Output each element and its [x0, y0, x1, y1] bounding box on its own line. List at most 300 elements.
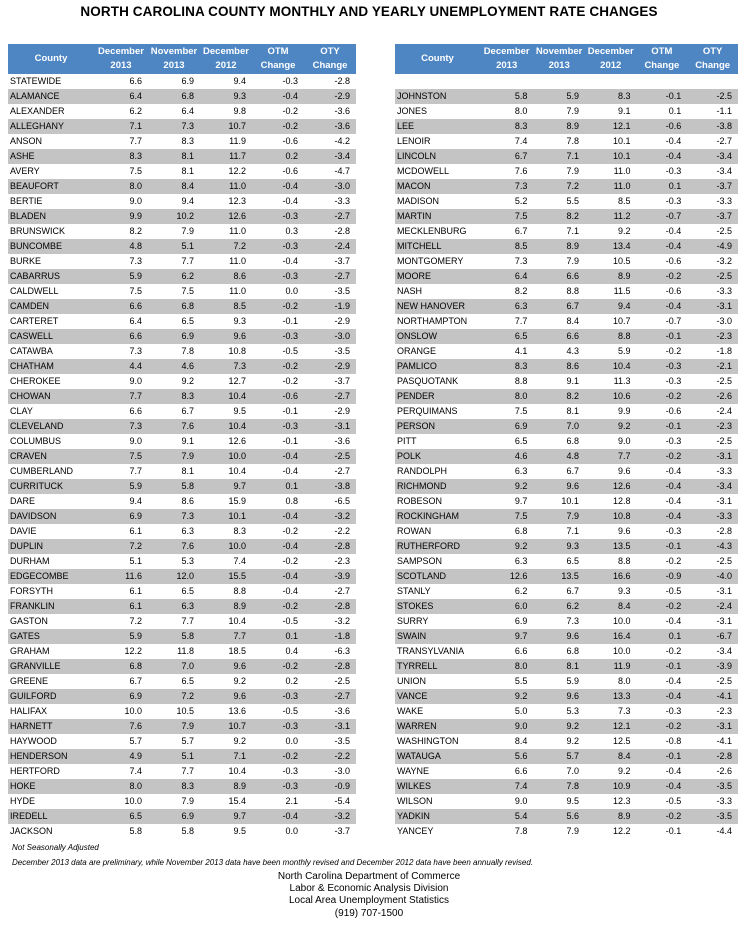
oty-change-cell: -3.1: [716, 496, 732, 506]
county-name-cell: NEW HANOVER: [395, 299, 480, 314]
dec2013-cell: 9.0: [129, 436, 142, 446]
county-name-cell: JOHNSTON: [395, 89, 480, 104]
nov2013-cell: 8.4: [566, 316, 579, 326]
dec2012-cell: 7.4: [233, 556, 246, 566]
dec2012-cell: 8.3: [233, 526, 246, 536]
nov2013-cell: 5.9: [566, 676, 579, 686]
table-row: [8, 614, 356, 629]
nov2013-cell: 9.2: [181, 376, 194, 386]
table-row: [395, 794, 738, 809]
nov2013-cell: 7.0: [566, 766, 579, 776]
otm-change-cell: -0.2: [282, 526, 298, 536]
table-row: [8, 239, 356, 254]
county-name-cell: RANDOLPH: [397, 466, 448, 476]
county-name-cell: YADKIN: [395, 809, 480, 824]
nov2013-cell: 6.4: [181, 106, 194, 116]
table-row: [395, 119, 738, 134]
credit-line: Labor & Economic Analysis Division: [289, 883, 449, 895]
table-row: [8, 224, 356, 239]
nov2013-cell: 7.0: [533, 419, 585, 434]
dec2013-cell: 5.0: [514, 706, 528, 716]
oty-change-cell: -2.9: [304, 89, 356, 104]
oty-header: OTY Change: [304, 44, 356, 74]
oty-change-cell: -2.8: [304, 599, 356, 614]
dec2013-cell: 7.6: [514, 166, 528, 176]
dec2012-cell: 16.6: [585, 569, 637, 584]
dec2013-header: December 2013: [480, 44, 533, 74]
otm-header: OTM Change: [252, 44, 304, 74]
county-name-cell: WARREN: [395, 719, 480, 734]
table-row: [8, 194, 356, 209]
county-name-cell: MOORE: [395, 269, 480, 284]
county-name-cell: ANSON: [10, 136, 43, 146]
dec2013-cell: 7.3: [129, 346, 142, 356]
nov2013-cell: 7.9: [566, 826, 579, 836]
table-row: [395, 629, 738, 644]
otm-change-cell: 0.1: [637, 179, 688, 194]
dec2013-cell: 5.8: [480, 89, 533, 104]
dec2012-cell: 10.8: [585, 509, 637, 524]
dec2013-cell: 7.7: [514, 316, 528, 326]
dec2012-cell: 12.3: [228, 196, 246, 206]
dec2012-cell: 13.6: [228, 706, 246, 716]
dec2013-cell: 8.3: [480, 359, 533, 374]
dec2012-cell: 11.0: [200, 179, 252, 194]
dec2013-cell: 6.2: [514, 586, 528, 596]
dec2013-cell: 6.1: [129, 586, 142, 596]
table-row: [395, 809, 738, 824]
dec2013-cell: 5.2: [514, 196, 528, 206]
nov2013-cell: 8.1: [181, 466, 194, 476]
nov2013-cell: 6.2: [148, 269, 200, 284]
dec2013-cell: 7.4: [480, 779, 533, 794]
county-name-cell: EDGECOMBE: [8, 569, 94, 584]
nov2013-cell: 6.9: [148, 329, 200, 344]
dec2013-cell: 6.6: [129, 76, 142, 86]
dec2013-cell: 7.5: [480, 209, 533, 224]
dec2012-cell: 12.7: [228, 376, 246, 386]
dec2012-cell: 18.5: [228, 646, 246, 656]
dec2012-cell: 9.2: [617, 766, 631, 776]
nov2013-cell: 7.6: [148, 539, 200, 554]
otm-change-cell: -0.4: [282, 466, 298, 476]
dec2012-cell: 5.9: [617, 346, 631, 356]
otm-change-cell: -0.3: [252, 419, 304, 434]
dec2013-cell: 8.4: [514, 736, 528, 746]
dec2013-cell: 9.4: [129, 496, 142, 506]
otm-change-cell: -0.2: [637, 809, 688, 824]
oty-change-cell: -3.4: [716, 646, 732, 656]
nov2013-cell: 4.3: [566, 346, 579, 356]
oty-change-cell: -2.5: [716, 436, 732, 446]
oty-change-cell: -3.5: [334, 286, 350, 296]
county-name-cell: WASHINGTON: [397, 736, 459, 746]
county-name-cell: POLK: [395, 449, 480, 464]
oty-change-cell: -3.1: [304, 419, 356, 434]
county-name-cell: BEAUFORT: [8, 179, 94, 194]
nov2013-cell: 7.7: [181, 616, 194, 626]
nov2013-cell: 6.7: [566, 586, 579, 596]
otm-change-cell: -0.4: [252, 179, 304, 194]
oty-change-cell: -3.8: [304, 479, 356, 494]
nov2013-cell: 8.3: [148, 389, 200, 404]
table-row: [395, 284, 738, 299]
table-row: [395, 389, 738, 404]
county-name-cell: DUPLIN: [8, 539, 94, 554]
nov2013-cell: 5.9: [533, 89, 585, 104]
dec2013-cell: 7.7: [129, 136, 142, 146]
dec2012-cell: 7.7: [200, 629, 252, 644]
nov2013-cell: 6.8: [566, 436, 579, 446]
dec2012-cell: 12.5: [612, 736, 631, 746]
county-name-cell: HENDERSON: [8, 749, 94, 764]
table-row: [395, 614, 738, 629]
otm-change-cell: 0.3: [285, 226, 298, 236]
table-row: [8, 794, 356, 809]
otm-change-cell: -0.2: [252, 749, 304, 764]
dec2013-cell: 5.5: [514, 676, 528, 686]
otm-change-cell: -0.2: [282, 376, 298, 386]
otm-change-cell: -0.4: [252, 449, 304, 464]
oty-change-cell: -2.7: [304, 269, 356, 284]
dec2013-cell: 8.0: [514, 106, 528, 116]
nov2013-cell: 9.1: [566, 376, 579, 386]
county-name-cell: CHEROKEE: [10, 376, 61, 386]
dec2013-cell: 6.5: [514, 436, 528, 446]
nov2013-header: November 2013: [148, 44, 200, 74]
dec2012-cell: 11.0: [613, 166, 631, 176]
dec2012-cell: 10.4: [200, 389, 252, 404]
dec2013-cell: 7.4: [129, 766, 142, 776]
footnote-seasonal: Not Seasonally Adjusted: [12, 843, 99, 852]
dec2012-cell: 9.4: [233, 76, 246, 86]
county-header: County: [8, 44, 94, 74]
oty-change-cell: -3.2: [716, 256, 732, 266]
dec2013-cell: 6.6: [514, 766, 528, 776]
dec2013-cell: 6.5: [94, 809, 148, 824]
oty-change-cell: -3.7: [334, 826, 350, 836]
dec2013-header: December 2013: [94, 44, 148, 74]
county-name-cell: PERSON: [395, 419, 480, 434]
credit-line: (919) 707-1500: [334, 907, 404, 919]
dec2013-cell: 6.7: [514, 226, 528, 236]
table-row: [395, 704, 738, 719]
oty-change-cell: -3.5: [334, 346, 350, 356]
table-row: [8, 524, 356, 539]
table-header-row: [395, 44, 738, 74]
oty-change-cell: -2.3: [334, 556, 350, 566]
dec2012-cell: 11.9: [229, 136, 246, 146]
table-row: [8, 299, 356, 314]
blank-row: [395, 74, 738, 89]
dec2013-cell: 7.5: [129, 286, 142, 296]
dec2012-cell: 10.4: [585, 359, 637, 374]
nov2013-cell: 5.8: [148, 479, 200, 494]
oty-change-cell: -2.5: [716, 676, 732, 686]
table-row: [395, 149, 738, 164]
dec2012-cell: 9.6: [200, 329, 252, 344]
county-name-cell: WILSON: [397, 796, 433, 806]
table-row: [395, 749, 738, 764]
county-name-cell: MCDOWELL: [397, 166, 450, 176]
table-row: [395, 224, 738, 239]
dec2012-cell: 9.2: [233, 736, 246, 746]
dec2013-cell: 6.6: [94, 299, 148, 314]
otm-change-cell: -0.6: [637, 119, 688, 134]
oty-change-cell: -2.5: [716, 226, 732, 236]
table-row: [395, 299, 738, 314]
oty-change-cell: -3.2: [304, 809, 356, 824]
otm-change-cell: -0.2: [637, 599, 688, 614]
dec2012-cell: 7.2: [200, 239, 252, 254]
table-row: [395, 419, 738, 434]
county-name-cell: CATAWBA: [10, 346, 53, 356]
dec2012-cell: 8.9: [585, 269, 637, 284]
nov2013-cell: 7.3: [566, 616, 579, 626]
nov2013-cell: 6.9: [148, 809, 200, 824]
oty-change-cell: -2.3: [716, 706, 732, 716]
dec2013-cell: 7.3: [514, 256, 528, 266]
dec2012-cell: 9.9: [617, 406, 631, 416]
dec2012-cell: 8.5: [617, 196, 631, 206]
dec2012-cell: 15.5: [200, 569, 252, 584]
oty-change-cell: -2.3: [687, 419, 738, 434]
table-row: [395, 434, 738, 449]
table-row: [395, 89, 738, 104]
table-row: [395, 524, 738, 539]
dec2013-cell: 8.3: [480, 119, 533, 134]
table-row: [395, 539, 738, 554]
otm-change-cell: -0.2: [282, 106, 298, 116]
oty-change-cell: -3.4: [716, 166, 732, 176]
oty-change-cell: -3.7: [687, 209, 738, 224]
table-row: [8, 149, 356, 164]
dec2013-cell: 6.9: [94, 689, 148, 704]
oty-change-cell: -3.7: [334, 256, 350, 266]
otm-change-cell: -0.2: [252, 599, 304, 614]
county-name-cell: MADISON: [397, 196, 440, 206]
oty-change-cell: -2.7: [304, 389, 356, 404]
oty-change-cell: -3.9: [687, 659, 738, 674]
county-name-cell: LEE: [395, 119, 480, 134]
dec2013-cell: 8.2: [514, 286, 528, 296]
dec2012-cell: 8.4: [585, 599, 637, 614]
oty-change-cell: -2.9: [304, 359, 356, 374]
nov2013-cell: 12.0: [148, 569, 200, 584]
otm-change-cell: -0.3: [252, 779, 304, 794]
oty-change-cell: -2.2: [334, 526, 350, 536]
table-row: [8, 104, 356, 119]
otm-change-cell: -0.2: [252, 359, 304, 374]
table-row: [8, 644, 356, 659]
table-row: [8, 389, 356, 404]
table-row: [395, 374, 738, 389]
dec2012-cell: 11.0: [229, 286, 246, 296]
oty-change-cell: -3.4: [687, 149, 738, 164]
oty-change-cell: -2.4: [716, 406, 732, 416]
nov2013-cell: 10.1: [561, 496, 579, 506]
nov2013-cell: 7.7: [181, 256, 194, 266]
nov2013-cell: 7.9: [533, 509, 585, 524]
otm-change-cell: -0.6: [282, 166, 298, 176]
table-row: [8, 419, 356, 434]
dec2012-cell: 9.6: [200, 659, 252, 674]
oty-change-cell: -4.4: [716, 826, 732, 836]
oty-change-cell: -2.6: [687, 389, 738, 404]
dec2013-cell: 4.9: [94, 749, 148, 764]
dec2013-cell: 6.1: [94, 599, 148, 614]
dec2013-cell: 6.3: [514, 556, 528, 566]
oty-change-cell: -2.4: [304, 239, 356, 254]
table-row: [395, 584, 738, 599]
county-name-cell: CURRITUCK: [8, 479, 94, 494]
dec2012-cell: 15.4: [228, 796, 246, 806]
table-row: [8, 689, 356, 704]
dec2013-cell: 7.1: [94, 119, 148, 134]
oty-change-cell: -2.5: [716, 556, 732, 566]
nov2013-cell: 7.3: [148, 119, 200, 134]
county-name-cell: CUMBERLAND: [10, 466, 74, 476]
nov2013-cell: 7.2: [148, 689, 200, 704]
otm-change-cell: -0.3: [665, 196, 682, 206]
table-row: [8, 449, 356, 464]
county-name-cell: CLAY: [10, 406, 33, 416]
county-name-cell: DAVIE: [10, 526, 37, 536]
county-name-cell: DURHAM: [10, 556, 50, 566]
nov2013-cell: 7.5: [181, 286, 194, 296]
nov2013-cell: 8.1: [533, 659, 585, 674]
county-name-cell: ONSLOW: [395, 329, 480, 344]
nov2013-cell: 5.7: [181, 736, 194, 746]
county-name-cell: HAYWOOD: [10, 736, 57, 746]
dec2012-cell: 11.0: [585, 179, 637, 194]
dec2012-cell: 13.5: [585, 539, 637, 554]
dec2013-cell: 7.2: [94, 539, 148, 554]
dec2013-cell: 10.0: [124, 796, 142, 806]
oty-change-cell: -3.3: [716, 796, 732, 806]
county-name-cell: JACKSON: [10, 826, 53, 836]
nov2013-cell: 6.5: [181, 676, 194, 686]
oty-change-cell: -3.1: [716, 586, 732, 596]
county-name-cell: YANCEY: [397, 826, 434, 836]
nov2013-cell: 6.9: [181, 76, 194, 86]
dec2012-cell: 9.6: [617, 526, 631, 536]
oty-change-cell: -3.5: [687, 809, 738, 824]
otm-change-cell: -0.4: [252, 569, 304, 584]
dec2013-cell: 7.6: [94, 719, 148, 734]
county-header: County: [395, 44, 480, 74]
otm-change-cell: 0.0: [285, 286, 298, 296]
county-name-cell: CAMDEN: [8, 299, 94, 314]
dec2013-cell: 7.5: [129, 166, 142, 176]
nov2013-cell: 7.7: [181, 766, 194, 776]
otm-change-cell: -0.7: [665, 316, 682, 326]
county-name-cell: ROWAN: [397, 526, 432, 536]
nov2013-cell: 7.8: [533, 779, 585, 794]
county-name-cell: TYRRELL: [395, 659, 480, 674]
dec2012-cell: 10.1: [612, 136, 631, 146]
table-row: [395, 674, 738, 689]
dec2012-cell: 9.6: [200, 689, 252, 704]
dec2012-cell: 12.2: [228, 166, 246, 176]
nov2013-cell: 8.2: [533, 389, 585, 404]
nov2013-cell: 11.8: [177, 646, 194, 656]
county-name-cell: SAMPSON: [397, 556, 443, 566]
oty-change-cell: -2.8: [304, 659, 356, 674]
oty-change-cell: -3.2: [304, 509, 356, 524]
table-row: [395, 134, 738, 149]
table-row: [395, 209, 738, 224]
dec2012-cell: 12.3: [612, 796, 631, 806]
table-row: [8, 494, 356, 509]
table-row: [8, 704, 356, 719]
otm-change-cell: [637, 74, 688, 89]
oty-change-cell: -3.1: [687, 449, 738, 464]
table-row: [395, 179, 738, 194]
dec2013-cell: 5.9: [94, 269, 148, 284]
otm-change-cell: -0.1: [637, 539, 688, 554]
table-row: [8, 89, 356, 104]
nov2013-cell: 8.6: [181, 496, 194, 506]
county-name-cell: BRUNSWICK: [10, 226, 66, 236]
table-row: [395, 764, 738, 779]
table-row: [8, 554, 356, 569]
dec2013-cell: 5.7: [129, 736, 142, 746]
otm-change-cell: -0.3: [665, 436, 682, 446]
otm-change-cell: -0.6: [665, 256, 682, 266]
otm-change-cell: -0.4: [282, 256, 298, 266]
county-name-cell: RICHMOND: [395, 479, 480, 494]
oty-change-cell: -3.7: [334, 376, 350, 386]
dec2012-cell: 11.7: [200, 149, 252, 164]
oty-change-cell: -3.9: [304, 569, 356, 584]
nov2013-cell: 6.8: [148, 299, 200, 314]
oty-change-cell: -2.8: [304, 539, 356, 554]
county-name-cell: CHATHAM: [8, 359, 94, 374]
otm-change-cell: 0.1: [252, 479, 304, 494]
oty-change-cell: -3.0: [304, 179, 356, 194]
dec2012-cell: 8.8: [617, 556, 631, 566]
oty-change-cell: -3.3: [716, 196, 732, 206]
table-row: [395, 734, 738, 749]
county-name-cell: [395, 74, 480, 89]
nov2013-cell: 9.6: [533, 479, 585, 494]
county-name-cell: HYDE: [10, 796, 36, 806]
dec2013-cell: 9.2: [480, 539, 533, 554]
table-row: [8, 629, 356, 644]
county-name-cell: MONTGOMERY: [397, 256, 464, 266]
dec2013-cell: 6.6: [129, 406, 142, 416]
table-row: [8, 764, 356, 779]
county-name-cell: IREDELL: [8, 809, 94, 824]
otm-change-cell: -0.1: [665, 826, 682, 836]
dec2013-cell: 7.5: [514, 406, 528, 416]
dec2012-cell: 10.0: [612, 616, 631, 626]
otm-change-cell: -0.6: [665, 406, 682, 416]
dec2012-cell: 10.8: [228, 346, 246, 356]
county-name-cell: FORSYTH: [10, 586, 54, 596]
dec2012-cell: 10.0: [612, 646, 631, 656]
nov2013-cell: 13.5: [533, 569, 585, 584]
nov2013-cell: 5.8: [181, 826, 194, 836]
dec2013-cell: 9.0: [514, 796, 528, 806]
county-name-cell: WAKE: [397, 706, 424, 716]
dec2013-cell: 5.9: [94, 479, 148, 494]
dec2013-cell: 6.9: [514, 616, 528, 626]
dec2012-cell: 8.0: [617, 676, 631, 686]
oty-change-cell: -3.1: [716, 616, 732, 626]
dec2012-header: December 2012: [200, 44, 252, 74]
